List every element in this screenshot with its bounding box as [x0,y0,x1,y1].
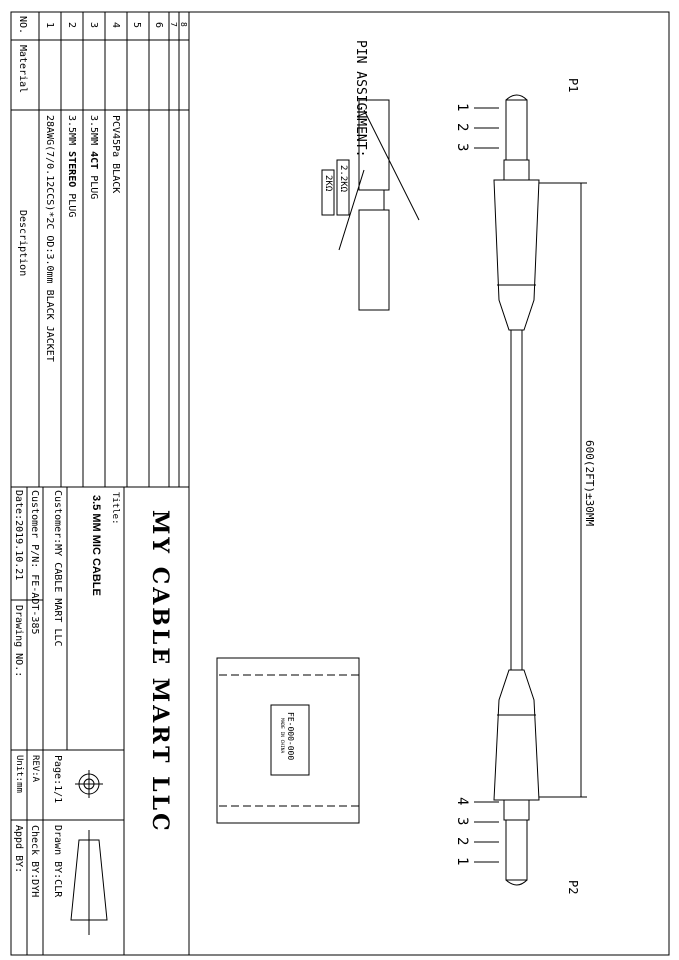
p2-pin-3: 3 [454,817,470,826]
p2-plug-point [506,880,527,885]
company-name: MY CABLE MART LLC [147,510,173,834]
length-dimension-text: 600(2FT)±30MM [583,440,596,527]
p1-plug-point [506,95,527,100]
customer-name: Customer:MY CABLE MART LLC [52,490,63,647]
drawing-number: Drawing NO.: [13,605,24,678]
p1-pin-2: 2 [454,123,470,132]
resistor-2-value: 2KΩ [323,175,333,192]
tag-part-number: FE-000-000 [286,712,295,761]
drawn-by: Drawn BY:CLR [52,825,63,898]
unit: Unit:mm [14,755,24,793]
bom-row-4-no: 4 [110,22,121,29]
bom-row-1-no: 1 [44,22,55,29]
p2-boot [494,670,539,800]
p2-pin-1: 1 [454,857,470,866]
bom-row-4-desc: PCV45Pa BLACK [110,115,121,194]
bom-row-2-no: 2 [66,22,77,29]
bom-header-material: Material [17,45,28,94]
p1-plug-body [504,160,529,180]
bom-header-no: NO. [17,16,28,35]
revision: REV:A [30,755,40,783]
p2-plug-body [504,800,529,820]
bom-row-6-no: 6 [153,22,164,29]
bom-row-3-desc: 3.5MM 4CT PLUG [88,115,99,200]
schematic-plug-b [359,210,389,310]
bom-row-2-desc: 3.5MM STEREO PLUG [66,115,77,218]
pin-assignment-title: PIN ASSIGNMENT: [353,40,368,158]
p2-pin-4: 4 [454,797,470,806]
bom-row-8-no: 8 [179,22,188,27]
p2-plug-tip [506,820,527,880]
approved-by: Appd BY: [13,825,24,874]
p1-pin-3: 3 [454,143,470,152]
title-value: 3.5 MM MIC CABLE [90,495,102,596]
bom-row-7-no: 7 [169,22,178,27]
p2-pin-2: 2 [454,837,470,846]
tag-made-in: MADE IN CHINA [279,718,284,754]
bom-header-description: Description [17,210,28,277]
resistor-1-value: 2.2KΩ [338,165,348,193]
drawing-date: Date:2019.10.21 [13,490,24,581]
customer-part-number: Customer P/N: FE-ADT-385 [29,490,40,635]
p1-label: P1 [566,78,580,93]
check-by: Check BY:DYH [29,825,40,898]
p1-boot [494,180,539,330]
p1-plug-tip [506,100,527,160]
page-number: Page:1/1 [52,755,63,804]
p2-label: P2 [566,880,580,895]
bom-row-3-no: 3 [88,22,99,29]
schematic-wire [364,110,419,220]
title-label: Title: [110,492,120,525]
p1-pin-1: 1 [454,103,470,112]
bom-row-5-no: 5 [131,22,142,29]
bom-row-1-desc: 28AWG(7/0.12CCS)*2C OD:3.0mm BLACK JACKET [44,115,55,362]
